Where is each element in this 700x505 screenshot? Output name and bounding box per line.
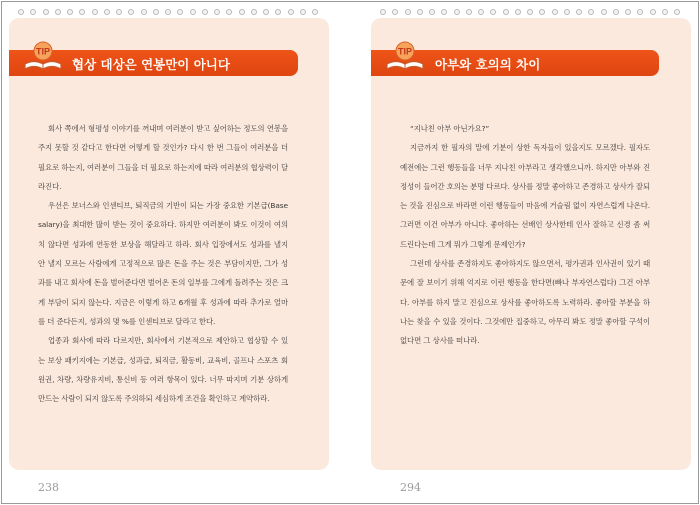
tip-book-icon xyxy=(384,38,426,72)
binding-ring xyxy=(202,9,208,15)
binding-ring xyxy=(441,9,447,15)
binding-ring xyxy=(539,9,545,15)
binding-ring xyxy=(601,9,607,15)
binding-ring xyxy=(128,9,134,15)
binding-ring xyxy=(104,9,110,15)
paragraph: “지나친 아부 아닌가요?” xyxy=(410,124,490,133)
binding-ring xyxy=(392,9,398,15)
binding-ring xyxy=(165,9,171,15)
right-binding-rings xyxy=(380,9,680,19)
tip-book-icon xyxy=(22,38,64,72)
binding-ring xyxy=(527,9,533,15)
binding-ring xyxy=(466,9,472,15)
binding-ring xyxy=(429,9,435,15)
binding-ring xyxy=(300,9,306,15)
binding-ring xyxy=(405,9,411,15)
paragraph: 회사 쪽에서 형평성 이야기를 꺼내며 여러분이 받고 싶어하는 정도의 연봉을 주지 못할 것 같다고 한다면 어떻게 할 것인가? 다시 한 번 그들이 여러분을 더 필요로 하는지, 여러분이 그들을 더 필요로 하는지에 따라 여러분의 협상력이 달라진다. xyxy=(38,124,289,191)
binding-ring xyxy=(79,9,85,15)
binding-ring xyxy=(43,9,49,15)
binding-ring xyxy=(226,9,232,15)
binding-ring xyxy=(251,9,257,15)
binding-ring xyxy=(576,9,582,15)
binding-ring xyxy=(263,9,269,15)
binding-ring xyxy=(116,9,122,15)
left-binding-rings xyxy=(18,9,318,19)
binding-ring xyxy=(625,9,631,15)
binding-ring xyxy=(552,9,558,15)
binding-ring xyxy=(92,9,98,15)
right-body-text xyxy=(400,119,650,351)
binding-ring xyxy=(177,9,183,15)
binding-ring xyxy=(490,9,496,15)
binding-ring xyxy=(67,9,73,15)
paragraph: 우선은 보너스와 인센티브, 퇴직금의 기반이 되는 가장 중요한 기본급(Base salary)을 최대한 많이 받는 것이 중요하다. 하지만 여러분이 봐도 이것이 여의치 않다면 성과에 연동한 보상을 해달라고 하라. 회사 입장에서도 성과를 낼지 안 낼지 모르는 사람에게 고정적으로 많은 돈을 주는 것은 부담이지만, 그가 성과를 내고 회사에 돈을 벌어준다면 벌어온 돈의 일부를 그에게 돌려주는 것은 크게 부담이 되지 않는다. 지금은 이렇게 하고 6개월 후 성과에 따라 추가로 얼마를 더 준다든지, 성과의 몇 %를 인센티브로 달라고 한다. xyxy=(38,201,289,326)
binding-ring xyxy=(515,9,521,15)
right-section-title: 아부와 호의의 차이 xyxy=(435,57,541,72)
binding-ring xyxy=(141,9,147,15)
binding-ring xyxy=(288,9,294,15)
binding-ring xyxy=(380,9,386,15)
tip-label: TIP xyxy=(35,46,51,57)
binding-ring xyxy=(239,9,245,15)
right-page-number: 294 xyxy=(400,481,421,494)
binding-ring xyxy=(214,9,220,15)
binding-ring xyxy=(18,9,24,15)
binding-ring xyxy=(30,9,36,15)
binding-ring xyxy=(275,9,281,15)
binding-ring xyxy=(55,9,61,15)
binding-ring xyxy=(637,9,643,15)
tip-label: TIP xyxy=(397,46,413,57)
binding-ring xyxy=(190,9,196,15)
binding-ring xyxy=(564,9,570,15)
binding-ring xyxy=(312,9,318,15)
paragraph: 그런데 상사를 존경하지도 좋아하지도 않으면서, 평가권과 인사권이 있기 때문에 잘 보이기 위해 억지로 이런 행동을 한다면(빠나 부자연스럽다) 그건 아부다. 아부를 하지 말고 진심으로 상사를 좋아하도록 노력하라. 좋아할 부분을 하나는 찾을 수 있을 것이다. 그것에만 집중하고, 아무리 봐도 정말 좋아할 구석이 없다면 그 상사를 떠나라. xyxy=(400,259,650,346)
binding-ring xyxy=(613,9,619,15)
left-body-text xyxy=(38,119,288,408)
binding-ring xyxy=(674,9,680,15)
binding-ring xyxy=(588,9,594,15)
binding-ring xyxy=(454,9,460,15)
binding-ring xyxy=(478,9,484,15)
left-page-number: 238 xyxy=(38,481,59,494)
binding-ring xyxy=(153,9,159,15)
paragraph: 업종과 회사에 따라 다르지만, 회사에서 기본적으로 제안하고 협상할 수 있는 보상 패키지에는 기본급, 성과급, 퇴직금, 활동비, 교육비, 골프나 스포츠 회원권, 차량, 차량유지비, 통신비 등 여러 항목이 있다. 너무 따지며 기분 상하게 만드는 사람이 되지 않도록 주의하되 세심하게 조건을 확인하고 계약하라. xyxy=(38,336,288,404)
binding-ring xyxy=(662,9,668,15)
left-section-title: 협상 대상은 연봉만이 아니다 xyxy=(72,57,230,72)
binding-ring xyxy=(650,9,656,15)
paragraph: 지금까지 한 필자의 말에 기분이 상한 독자들이 있을지도 모르겠다. 필자도 예전에는 그런 행동들을 너무 지나친 아부라고 생각했으니까. 하지만 아부와 진정성이 들어간 호의는 분명 다르다. 상사를 정말 좋아하고 존경하고 상사가 잘되는 것을 진심으로 바라면 이런 행동들이 마음에 거슬림 없이 자연스럽게 나온다. 그러면 이건 아부가 아니다. 좋아하는 선배인 상사한테 인사 잘하고 신경 좀 써드린다는데 그게 뭐가 그렇게 문제인가? xyxy=(400,143,651,249)
binding-ring xyxy=(417,9,423,15)
binding-ring xyxy=(503,9,509,15)
